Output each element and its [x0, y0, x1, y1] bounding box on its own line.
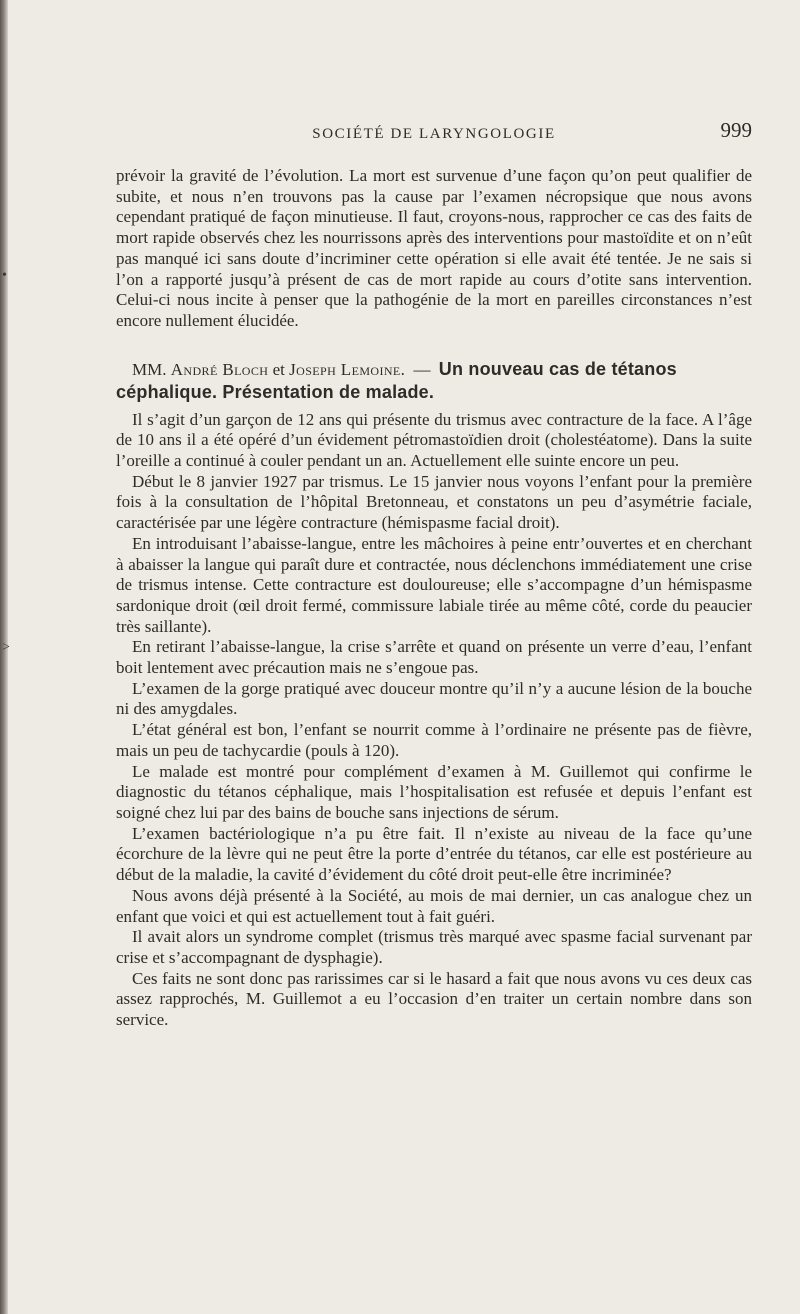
paragraph: En introduisant l’abaisse-langue, entre les mâchoires à peine entr’ouvertes et en cherchant à abaisser la langue qui paraît dure et contractée, nous déclenchons immédiatement une crise de trismus intense. Cette contracture est douloureuse; elle s’accompagne d’un hémispasme sardonique droit (œil droit fermé, commissure labiale tirée au même côté, corde du peaucier très saillante).	[116, 533, 752, 636]
author-conjunction: et	[272, 359, 285, 379]
paragraph: Il s’agit d’un garçon de 12 ans qui présente du trismus avec contracture de la face. A l’âge de 10 ans il a été opéré d’un évidement pétromastoïdien droit (cholestéatome). Dans la suite l’oreille a continué à couler pendant un an. Actuellement elle suinte encore un peu.	[116, 409, 752, 471]
journal-page	[116, 118, 752, 1031]
page-binding-edge	[0, 0, 8, 1314]
paragraph: En retirant l’abaisse-langue, la crise s’arrête et quand on présente un verre d’eau, l’enfant boit lentement avec précaution mais ne s’engoue pas.	[116, 637, 752, 678]
paragraph: L’état général est bon, l’enfant se nourrit comme à l’ordinaire ne présente pas de fièvre, mais un peu de tachycardie (pouls à 120).	[116, 720, 752, 760]
author-name: Joseph Lemoine.	[289, 359, 406, 379]
heading-dash: —	[413, 359, 431, 379]
page-header	[116, 118, 752, 154]
running-title: SOCIÉTÉ DE LARYNGOLOGIE	[312, 126, 556, 142]
paragraph: L’examen de la gorge pratiqué avec douceur montre qu’il n’y a aucune lésion de la bouche ni des amygdales.	[116, 678, 752, 719]
paragraph: L’examen bactériologique n’a pu être fait. Il n’existe au niveau de la face qu’une écorchure de la lèvre qui ne peut être la porte d’entrée du tétanos, car elle est postérieure au début de la maladie, la cavité d’évidement du côté droit peut-elle être incriminée?	[116, 823, 752, 885]
paragraph: Le malade est montré pour complément d’examen à M. Guillemot qui confirme le diagnostic du tétanos céphalique, mais l’hospitalisation est refusée et depuis l’enfant est soigné chez lui par des bains de bouche sans injections de sérum.	[116, 761, 752, 822]
paragraph: prévoir la gravité de l’évolution. La mort est survenue d’une façon qu’on peut qualifier de subite, et nous n’en trouvons pas la cause par l’examen nécropsique que nous avons cependant pratiqué de façon minutieuse. Il faut, croyons-nous, rapprocher ce cas des faits de mort rapide observés chez les nourrissons après des interventions pour mastoïdite et on n’eût pas manqué ici sans doute d’incriminer cette opération si elle avait été tentée. Je ne sais si l’on a rapporté jusqu’à présent de cas de mort rapide au cours d’otite sans intervention. Celui-ci nous incite à penser que la pathogénie de la mort en pareilles circonstances n’est encore nullement élucidée.	[116, 166, 752, 330]
paragraph: Ces faits ne sont donc pas rarissimes car si le hasard a fait que nous avons vu ces deux cas assez rapprochés, M. Guillemot a eu l’occasion d’en traiter un certain nombre dans son service.	[116, 968, 752, 1030]
body-text	[116, 166, 752, 1031]
paragraph: Nous avons déjà présenté à la Société, au mois de mai dernier, un cas analogue chez un enfant que voici et qui est actuellement tout à fait guéri.	[116, 885, 752, 926]
margin-mark: >	[2, 640, 10, 655]
author-name: André Bloch	[170, 359, 269, 379]
margin-mark: •	[2, 268, 7, 283]
communication-heading	[116, 358, 752, 404]
page-number: 999	[720, 118, 752, 142]
paragraph: Il avait alors un syndrome complet (trismus très marqué avec spasme facial survenant par crise et s’accompagnant de dysphagie).	[116, 927, 752, 967]
authors-prefix: MM.	[132, 359, 167, 379]
communication-title: Un nouveau cas de tétanos céphalique. Présentation de malade.	[116, 358, 677, 402]
paragraph: Début le 8 janvier 1927 par trismus. Le 15 janvier nous voyons l’enfant pour la première fois à la consultation de l’hôpital Bretonneau, et constatons un peu d’asymétrie faciale, caractérisée par une légère contracture (hémispasme facial droit).	[116, 471, 752, 533]
